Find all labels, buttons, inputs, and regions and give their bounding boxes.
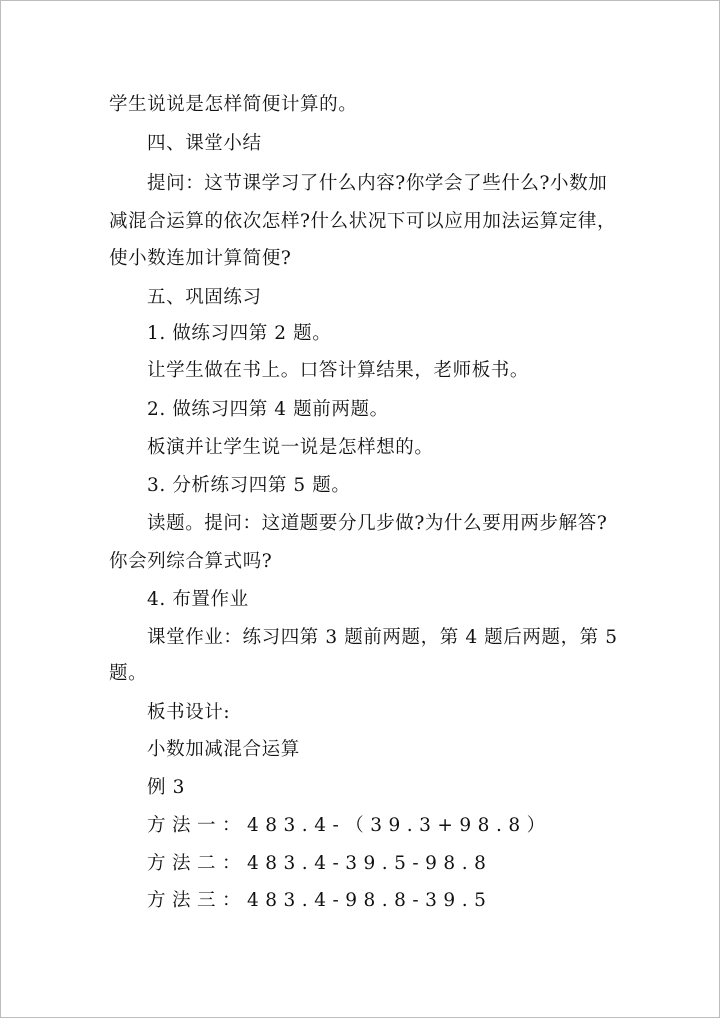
board-title: 小数加减混合运算 bbox=[147, 739, 300, 760]
text-line: 减混合运算的依次怎样?什么状况下可以应用加法运算定律， bbox=[109, 211, 617, 232]
text-line: 板书设计: bbox=[147, 702, 231, 723]
section-heading: 四、课堂小结 bbox=[147, 133, 262, 154]
method-three: 方法三：483.4-98.8-39.5 bbox=[147, 890, 493, 911]
text-line: 1. 做练习四第 2 题。 bbox=[147, 323, 332, 344]
text-line: 学生说说是怎样简便计算的。 bbox=[109, 94, 358, 115]
example-label: 例 3 bbox=[147, 777, 185, 798]
section-heading: 五、巩固练习 bbox=[147, 287, 262, 308]
text-line: 使小数连加计算简便? bbox=[109, 248, 292, 269]
text-line: 3. 分析练习四第 5 题。 bbox=[147, 475, 351, 496]
method-two: 方法二：483.4-39.5-98.8 bbox=[147, 853, 493, 874]
text-line: 2. 做练习四第 4 题前两题。 bbox=[147, 399, 389, 420]
text-line: 让学生做在书上。口答计算结果，老师板书。 bbox=[147, 360, 530, 381]
text-line: 你会列综合算式吗? bbox=[109, 551, 273, 572]
text-line: 读题。提问：这道题要分几步做?为什么要用两步解答? bbox=[147, 513, 608, 534]
section-heading: 4. 布置作业 bbox=[147, 589, 249, 610]
text-line: 板演并让学生说一说是怎样想的。 bbox=[147, 437, 434, 458]
text-line: 课堂作业：练习四第 3 题前两题，第 4 题后两题，第 5 bbox=[147, 627, 618, 648]
text-line: 题。 bbox=[109, 663, 148, 684]
text-line: 提问：这节课学习了什么内容?你学会了些什么?小数加 bbox=[147, 173, 608, 194]
method-one: 方法一：483.4-（39.3+98.8） bbox=[147, 815, 552, 836]
